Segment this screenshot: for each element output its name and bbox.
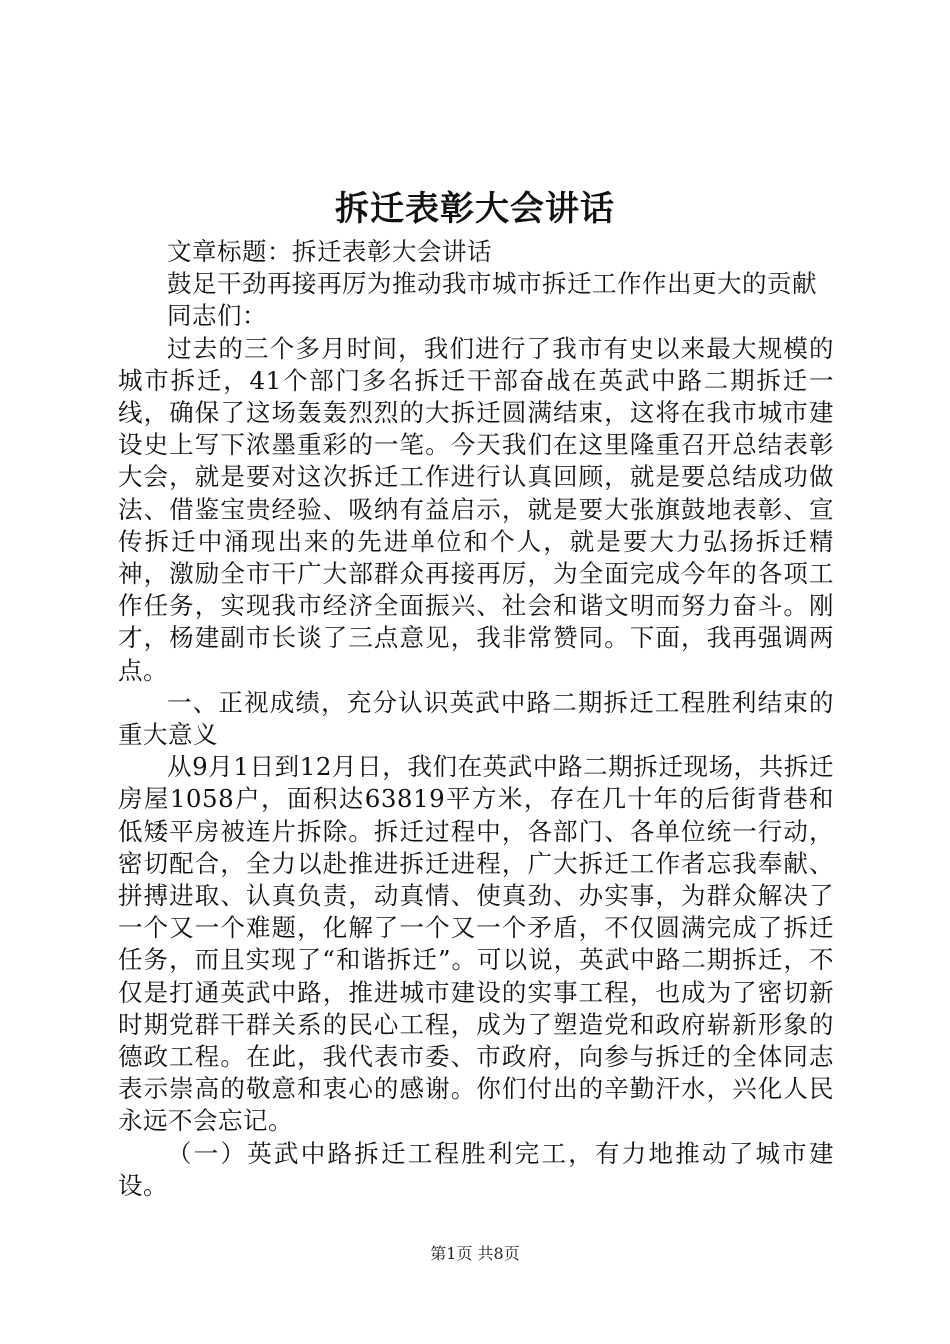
document-title: 拆迁表彰大会讲话 bbox=[335, 189, 615, 229]
document-body bbox=[118, 236, 834, 1202]
section-heading: 一、正视成绩，充分认识英武中路二期拆迁工程胜利结束的重大意义 bbox=[118, 687, 834, 750]
page-number-footer: 第1页 共8页 bbox=[430, 1244, 520, 1263]
article-title-line: 文章标题：拆迁表彰大会讲话 bbox=[167, 237, 492, 266]
salutation: 同志们： bbox=[167, 301, 267, 331]
body-paragraph: 从9月1日到12月日，我们在英武中路二期拆迁现场，共拆迁房屋1058户，面积达63819平方米，存在几十年的后街背巷和低矮平房被连片拆除。拆迁过程中，各部门、各单位统一行动，密切配合，全力以赴推进拆迁进程，广大拆迁工作者忘我奉献、拼搏进取、认真负责，动真情、使真劲、办实事，为群众解决了一个又一个难题，化解了一个又一个矛盾，不仅圆满完成了拆迁任务，而且实现了“和谐拆迁”。可以说，英武中路二期拆迁，不仅是打通英武中路，推进城市建设的实事工程，也成为了密切新时期党群干群关系的民心工程，成为了塑造党和政府崭新形象的德政工程。在此，我代表市委、市政府，向参与拆迁的全体同志表示崇高的敬意和衷心的感谢。你们付出的辛勤汗水，兴化人民永远不会忘记。 bbox=[118, 752, 834, 1136]
subsection-heading: （一）英武中路拆迁工程胜利完工，有力地推动了城市建设。 bbox=[118, 1138, 834, 1200]
body-paragraph: 过去的三个多月时间，我们进行了我市有史以来最大规模的城市拆迁，41个部门多名拆迁干部奋战在英武中路二期拆迁一线，确保了这场轰轰烈烈的大拆迁圆满结束，这将在我市城市建设史上写下浓墨重彩的一笔。今天我们在这里隆重召开总结表彰大会，就是要对这次拆迁工作进行认真回顾，就是要总结成功做法、借鉴宝贵经验、吸纳有益启示，就是要大张旗鼓地表彰、宣传拆迁中涌现出来的先进单位和个人，就是要大力弘扬拆迁精神，激励全市干广大部群众再接再厉，为全面完成今年的各项工作任务，实现我市经济全面振兴、社会和谐文明而努力奋斗。刚才，杨建副市长谈了三点意见，我非常赞同。下面，我再强调两点。 bbox=[118, 333, 834, 685]
speech-subtitle: 鼓足干劲再接再厉为推动我市城市拆迁工作作出更大的贡献 bbox=[167, 269, 817, 299]
